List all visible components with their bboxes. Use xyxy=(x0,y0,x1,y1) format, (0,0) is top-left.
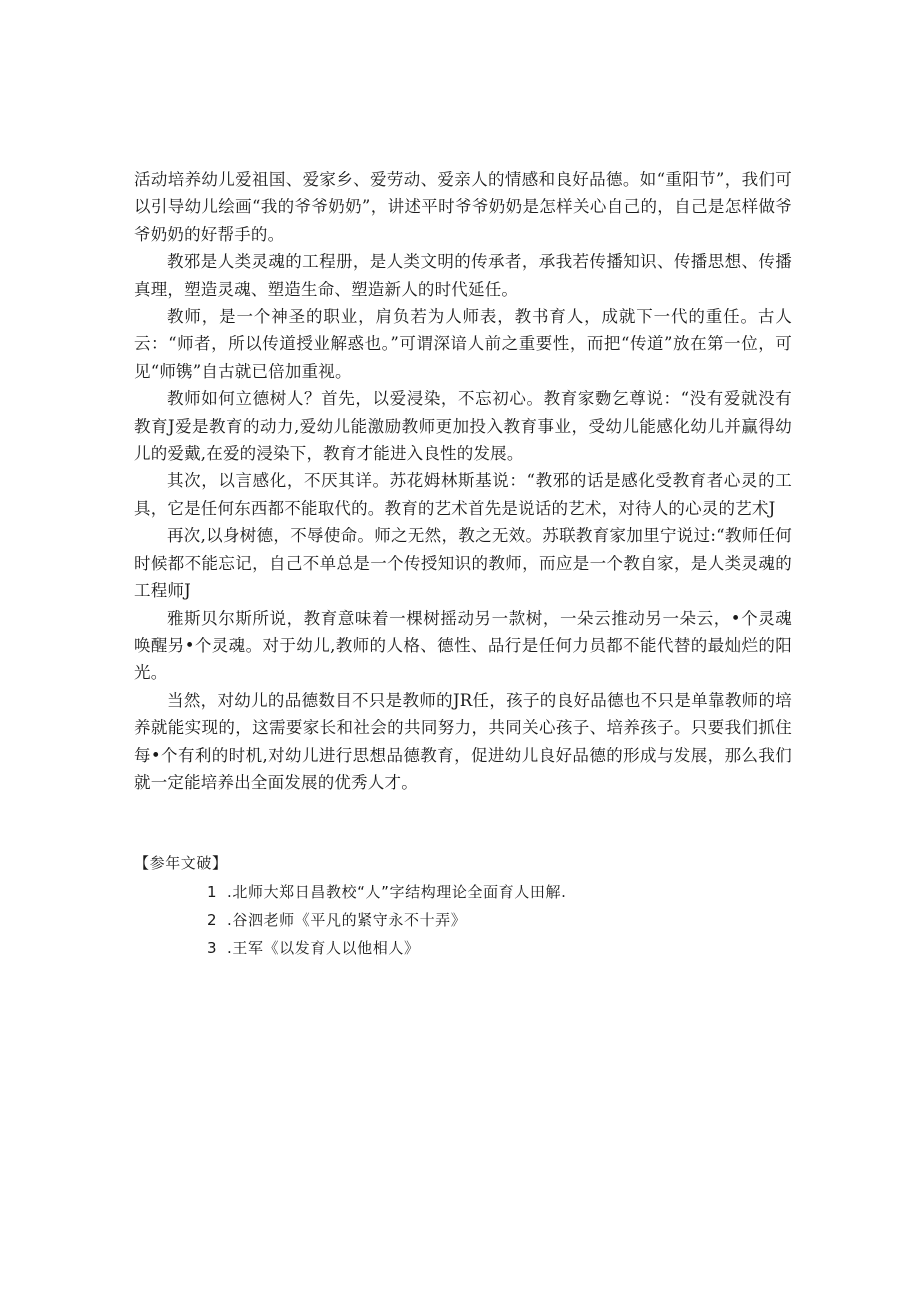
reference-text: .北师大郑日昌教校“人”字结构理论全面育人田解. xyxy=(227,883,567,901)
reference-number: 2 xyxy=(207,911,218,929)
body-text xyxy=(134,166,792,796)
paragraph-7: 雅斯贝尔斯所说，教育意味着一棵树摇动另一款树，一朵云推动另一朵云，•个灵魂唤醒另•个灵魂。对于幼儿,教师的人格、德性、品行是任何力员都不能代替的最灿烂的阳光。 xyxy=(134,608,792,683)
references-title: 【参年文破】 xyxy=(134,854,228,872)
reference-text: .王军《以发育人以他相人》 xyxy=(227,939,420,957)
reference-number: 3 xyxy=(207,939,218,957)
reference-item xyxy=(207,880,792,905)
paragraph-5: 其次，以言感化，不厌其详。苏花姆林斯基说：“教邪的话是感化受教育者心灵的工具，它是任何东西都不能取代的。教育的艺术首先是说话的艺术，对待人的心灵的艺术J xyxy=(134,471,792,518)
reference-item xyxy=(207,908,792,933)
references-section xyxy=(134,851,792,964)
paragraph-4: 教师如何立德树人？首先，以爱浸染，不忘初心。教育家覅乞尊说：“没有爱就没有教育J爱是教育的动力,爱幼儿能激励教师更加投入教育事业，受幼儿能感化幼儿并赢得幼儿的爱戴,在爱的浸染下，教育才能进入良性的发展。 xyxy=(134,389,792,464)
reference-item xyxy=(207,936,792,961)
paragraph-8: 当然，对幼儿的品德数目不只是教师的JR任，孩子的良好品德也不只是单靠教师的培养就能实现的，这需要家长和社会的共同努力，共同关心孩子、培养孩子。只要我们抓住每•个有利的时机,对幼儿进行思想品德教育，促进幼儿良好品德的形成与发展，那么我们就一定能培养出全面发展的优秀人才。 xyxy=(134,690,792,792)
paragraph-2: 教邪是人类灵魂的工程册，是人类文明的传承者，承我若传播知识、传播思想、传播真理，塑造灵魂、塑造生命、塑造新人的时代延任。 xyxy=(134,252,792,299)
references-list xyxy=(134,880,792,961)
reference-number: 1 xyxy=(207,883,218,901)
paragraph-3: 教师，是一个神圣的职业，肩负若为人师表，教书育人，成就下一代的重任。古人云：“师者，所以传道授业解惑也。”可谓深谙人前之重要性，而把“传道”放在第一位，可见“师镌”自古就已倍加重视。 xyxy=(134,307,792,381)
paragraph-1: 活动培养幼儿爱祖国、爱家乡、爱劳动、爱亲人的情感和良好品德。如“重阳节”，我们可以引导幼儿绘画“我的爷爷奶奶”，讲述平时爷爷奶奶是怎样关心自己的，自己是怎样做爷爷奶奶的好帮手的。 xyxy=(134,170,792,244)
paragraph-6: 再次,以身树德，不辱使命。师之无然，教之无效。苏联教育家加里宁说过:“教师任何时候都不能忘记，自己不单总是一个传授知识的教师，而应是一个教自家，是人类灵魂的工程师J xyxy=(134,526,792,601)
reference-text: .谷泗老师《平凡的紧守永不十弄》 xyxy=(227,911,467,929)
